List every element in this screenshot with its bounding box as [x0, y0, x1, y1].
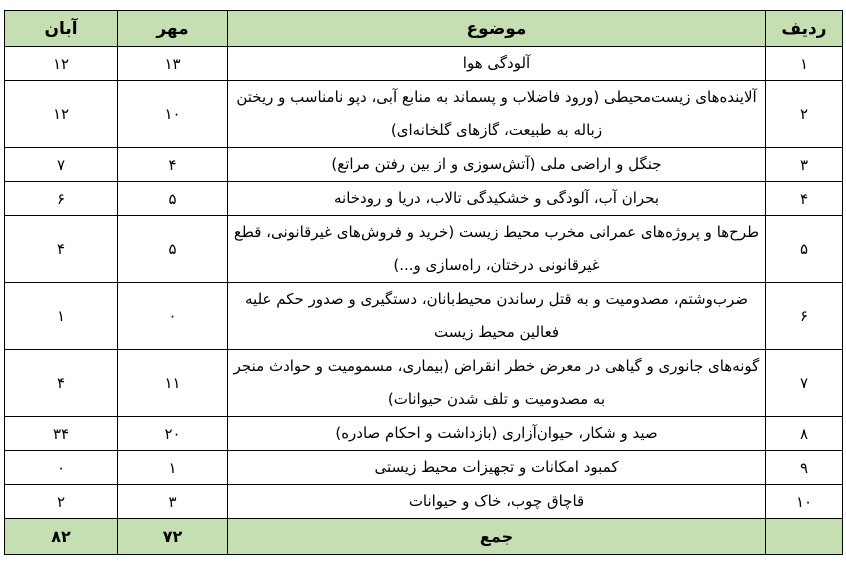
- row-aban-count: ۴: [5, 216, 118, 283]
- row-topic: قاچاق چوب، خاک و حیوانات: [228, 485, 766, 519]
- row-mehr-count: ۱۳: [118, 47, 228, 81]
- row-number: ۷: [766, 350, 843, 417]
- row-number: ۵: [766, 216, 843, 283]
- row-mehr-count: ۱۰: [118, 81, 228, 148]
- row-topic: کمبود امکانات و تجهیزات محیط زیستی: [228, 451, 766, 485]
- environment-incidents-table: [4, 10, 843, 555]
- table-row: [5, 350, 843, 417]
- row-aban-count: ۷: [5, 148, 118, 182]
- header-mehr: مهر: [118, 11, 228, 47]
- row-topic: صید و شکار، حیوان‌آزاری (بازداشت و احکام صادره): [228, 417, 766, 451]
- row-topic: آلاینده‌های زیست‌محیطی (ورود فاضلاب و پسماند به منابع آبی، دپو نامناسب و ریختن زباله به طبیعت، گازهای گلخانه‌ای): [228, 81, 766, 148]
- row-mehr-count: ۱۱: [118, 350, 228, 417]
- row-number: ۱۰: [766, 485, 843, 519]
- row-number: ۱: [766, 47, 843, 81]
- table-row: [5, 283, 843, 350]
- row-aban-count: ۱۲: [5, 81, 118, 148]
- row-mehr-count: ۳: [118, 485, 228, 519]
- header-topic: موضوع: [228, 11, 766, 47]
- row-mehr-count: ۴: [118, 148, 228, 182]
- total-aban: ۸۲: [5, 519, 118, 555]
- total-mehr: ۷۲: [118, 519, 228, 555]
- row-aban-count: ۳۴: [5, 417, 118, 451]
- header-aban: آبان: [5, 11, 118, 47]
- row-mehr-count: ۵: [118, 216, 228, 283]
- table-row: [5, 417, 843, 451]
- header-row-number: ردیف: [766, 11, 843, 47]
- row-mehr-count: ۵: [118, 182, 228, 216]
- row-aban-count: ۶: [5, 182, 118, 216]
- table-row: [5, 182, 843, 216]
- table-row: [5, 216, 843, 283]
- row-number: ۴: [766, 182, 843, 216]
- header-row: [5, 11, 843, 47]
- table-row: [5, 485, 843, 519]
- row-topic: جنگل و اراضی ملی (آتش‌سوزی و از بین رفتن مراتع): [228, 148, 766, 182]
- total-label: جمع: [228, 519, 766, 555]
- row-aban-count: ۰: [5, 451, 118, 485]
- row-aban-count: ۴: [5, 350, 118, 417]
- row-topic: طرح‌ها و پروژه‌های عمرانی مخرب محیط زیست (خرید و فروش‌های غیرقانونی، قطع غیرقانونی درختان، راه‌سازی و...): [228, 216, 766, 283]
- row-number: ۲: [766, 81, 843, 148]
- row-aban-count: ۱: [5, 283, 118, 350]
- table-row: [5, 451, 843, 485]
- row-mehr-count: ۲۰: [118, 417, 228, 451]
- table-row: [5, 47, 843, 81]
- row-topic: ضرب‌وشتم، مصدومیت و به قتل رساندن محیط‌بانان، دستگیری و صدور حکم علیه فعالین محیط زیست: [228, 283, 766, 350]
- total-row-number-cell: [766, 519, 843, 555]
- row-aban-count: ۱۲: [5, 47, 118, 81]
- row-number: ۹: [766, 451, 843, 485]
- row-aban-count: ۲: [5, 485, 118, 519]
- row-topic: آلودگی هوا: [228, 47, 766, 81]
- row-number: ۶: [766, 283, 843, 350]
- total-row: [5, 519, 843, 555]
- table-row: [5, 148, 843, 182]
- row-topic: بحران آب، آلودگی و خشکیدگی تالاب، دریا و رودخانه: [228, 182, 766, 216]
- row-topic: گونه‌های جانوری و گیاهی در معرض خطر انقراض (بیماری، مسمومیت و حوادث منجر به مصدومیت و تلف شدن حیوانات): [228, 350, 766, 417]
- row-number: ۳: [766, 148, 843, 182]
- table-row: [5, 81, 843, 148]
- report-table-container: [4, 10, 842, 555]
- row-mehr-count: ۰: [118, 283, 228, 350]
- row-number: ۸: [766, 417, 843, 451]
- row-mehr-count: ۱: [118, 451, 228, 485]
